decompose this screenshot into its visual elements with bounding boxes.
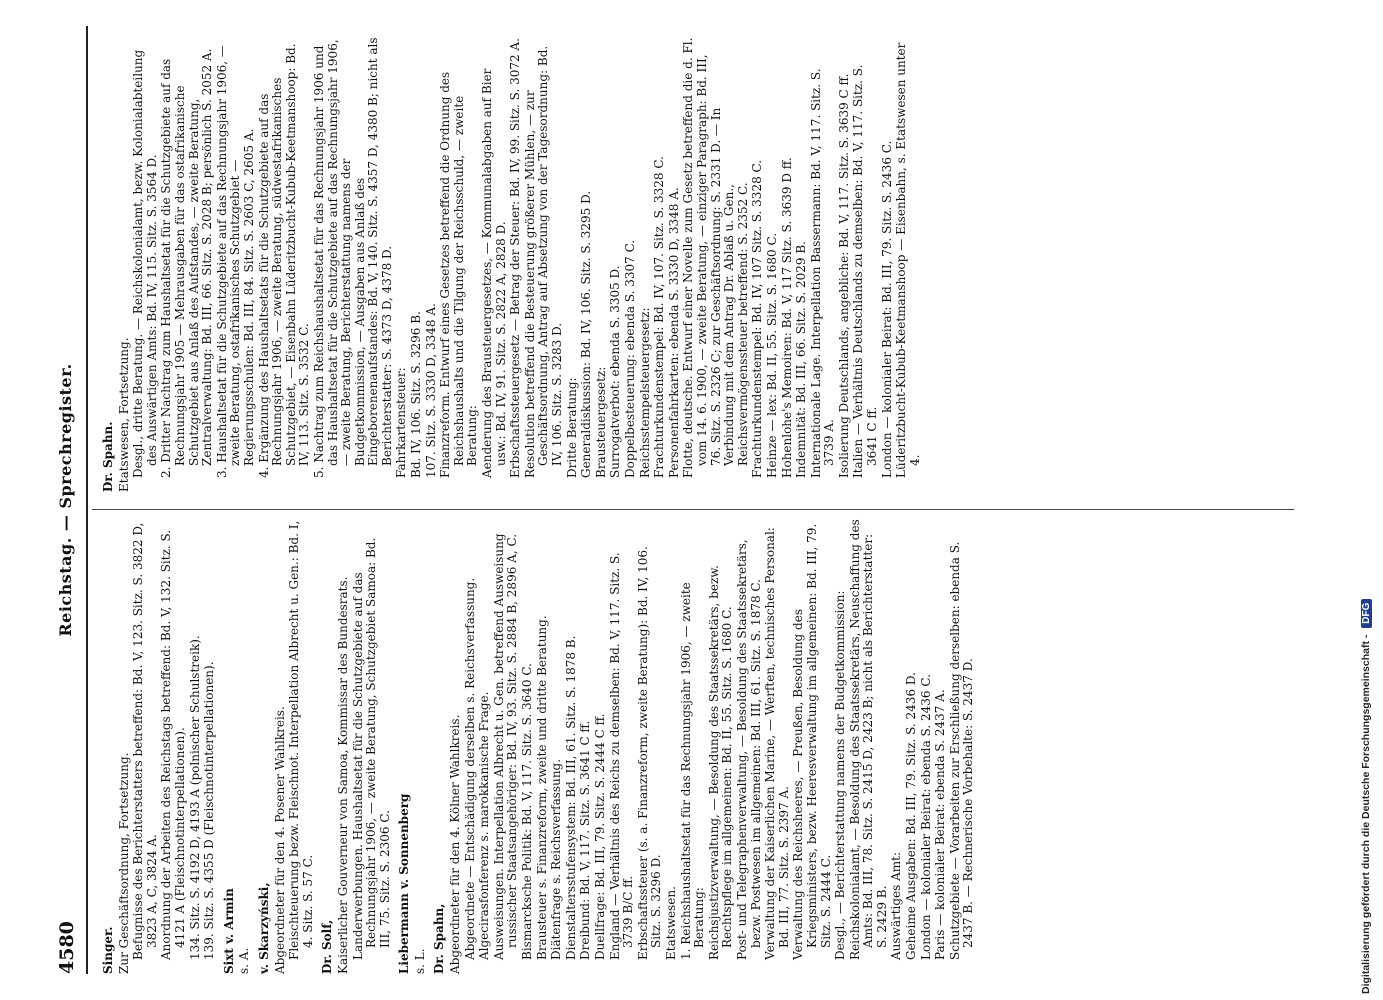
register-line: Frachturkundenstempel: Bd. IV, 107. Sitz. S. 3328 C. [652, 156, 667, 478]
register-line: Indemnität: Bd. III, 66. Sitz. S. 2029 B. [794, 241, 809, 478]
register-line: Doppelbesteuerung: ebenda S. 3307 C. [622, 239, 637, 478]
left-column [96, 519, 982, 974]
register-line: Fleischteuerung bezw. Fleischnot. Interpellation Albrecht u. Gen.: Bd. I, 4. Sitz. S. 57 C. [287, 520, 315, 960]
speaker-heading [321, 519, 335, 974]
dfg-side-note [1360, 6, 1376, 994]
register-line: Dienstaltersstufensystem: Bd. III, 61. Sitz. S. 1878 B. [563, 635, 578, 960]
register-line: Auswärtiges Amt: [889, 851, 904, 960]
register-line: Diätenfrage s. Reichsverfassung. [549, 758, 564, 960]
register-line: 5. Nachtrag zum Reichshaushaltsetat für das Rechnungsjahr 1906 und das Haushaltsetat für die Schutzgebiete auf das Rechnungsjahr 1906, — zweite Beratung, Berichterstattung namens der Budgetkommission, — Ausgaben aus Anlaß des Eingeborenenaufstandes: Bd. V, 140. Sitz. S. 4357 D, 4380 B; nicht als Berichterstatter: S. 4373 D, 4378 D. [311, 37, 394, 478]
speaker-entry [321, 519, 392, 974]
page-number: 4580 [56, 921, 78, 974]
speaker-entry [398, 519, 427, 974]
speaker-name: Dr. Solf, [320, 919, 335, 974]
register-line: Dreibund: Bd. V, 117. Sitz. S. 3641 C ff. [578, 720, 593, 960]
register-line: Abgeordneter für den 4. Kölner Wahlkreis. [448, 714, 463, 974]
speaker-entry [102, 37, 922, 492]
speaker-name: Dr. Spahn. [101, 421, 115, 492]
side-note-text: Digitalisierung gefördert durch die Deutsche Forschungsgemeinschaft - [1360, 634, 1372, 994]
register-line: Verwaltung der Kaiserlichen Marine, — Werften, technisches Personal: Bd. III, 77. Sitz. S. 2397 A. [763, 527, 791, 960]
register-line: Reichsstempelsteuergesetz: [637, 307, 652, 478]
register-line: Internationale Lage. Interpellation Bassermann: Bd. V, 117. Sitz. S. 3739 A. [808, 68, 837, 478]
register-line: 107. Sitz. S. 3330 D, 3348 A. [423, 303, 438, 478]
register-line: Zur Geschäftsordnung, Fortsetzung. [116, 752, 131, 974]
register-line: 4. Ergänzung des Haushaltsetats für die Schutzgebiete auf das Rechnungsjahr 1906, — zweite Beratung, südwestafrikanisches Schutzgebiet, — Eisenbahn Lüderitzbucht-Kubub-Keetmanshoop: Bd. IV, 113. Sitz. S. 3532 C. [256, 43, 312, 478]
speaker-entry [102, 519, 217, 974]
register-line: Abgeordnete — Entschädigung derselben s. Reichsverfassung. [462, 577, 477, 960]
register-line: Etatswesen. [663, 886, 678, 960]
register-line: Desgl., dritte Beratung. — Reichskolonialamt, bezw. Kolonialabteilung des Auswärtigen Amts: Bd. IV, 115. Sitz. S. 3564 D. [131, 49, 159, 478]
register-line: Paris — kolonialer Beirat: ebenda S. 2437 A. [933, 689, 948, 960]
register-line: s. A. [237, 947, 252, 974]
dfg-logo: DFG [1361, 599, 1372, 628]
register-line: Lüderitzbucht-Kubub-Keetmanshoop — Eisenbahn, s. Etatswesen unter 4. [894, 42, 922, 478]
speaker-heading [258, 519, 272, 974]
register-line: Desgl., — Berichterstattung namens der Budgetkommission: [833, 590, 848, 960]
column-divider [92, 509, 1294, 510]
register-line: Brausteuergesetz: [593, 366, 608, 478]
register-line: Italien — Verhältnis Deutschlands zu demselben: Bd. V, 117. Sitz. S. 3641 C ff. [851, 64, 880, 478]
register-line: 3. Haushaltsetat für die Schutzgebiete auf das Rechnungsjahr 1906, — zweite Beratung, ostafrikanisches Schutzgebiet — Regierungsschulen: Bd. III, 84. Sitz. S. 2603 C, 2605 A. [214, 45, 256, 478]
register-line: Bismarcksche Politik: Bd. V, 117. Sitz. S. 3640 C. [520, 663, 535, 960]
register-line: Reichsjustizverwaltung, — Besoldung des Staatssekretärs, bezw. Rechtspflege im allgemeinen: Bd. II, 55. Sitz. S. 1680 C. [706, 565, 735, 960]
speaker-heading [102, 37, 116, 492]
register-line: Abgeordneter für den 4. Posener Wahlkreis. [272, 706, 287, 974]
register-line: Finanzreform. Entwurf eines Gesetzes betreffend die Ordnung des Reichshaushalts und die Tilgung der Reichsschuld, — zweite Beratung: [438, 71, 480, 478]
register-line: Dritte Beratung: [564, 377, 579, 478]
register-line: Bd. IV, 106. Sitz. S. 3296 B. [409, 311, 424, 478]
register-line: Post- und Telegraphenverwaltung, — Besoldung des Staatssekretärs, bezw. Postwesen im allgemeinen: Bd. III, 61. Sitz. S. 1878 C. [734, 539, 763, 960]
register-line: Verwaltung des Reichsheeres, — Preußen, Besoldung des Kriegsministers, bezw. Heeresverwaltung im allgemeinen: Bd. III, 79. Sitz. S. 2444 C. [791, 523, 833, 960]
register-line: Befugnisse des Berichterstatters betreffend: Bd. V, 123. Sitz. S. 3822 D, 3823 A, C, 3824 A. [131, 522, 159, 960]
register-line: Ausweisungen. Interpellation Albrecht u. Gen. betreffend Ausweisung russischer Staatsangehöriger: Bd. IV, 93. Sitz. S. 2884 B, 2896 A, C. [491, 533, 520, 960]
speaker-name: Sixt v. Armin [221, 888, 236, 974]
register-line: London — kolonialer Beirat: Bd. III, 79. Sitz. S. 2436 C. [879, 140, 894, 478]
register-line: s. L. [412, 948, 427, 974]
register-line: 134. Sitz. S. 4192 D, 4193 A (polnischer Schulstreik). [187, 635, 202, 960]
right-column [96, 37, 928, 492]
register-line: London — kolonialer Beirat: ebenda S. 2436 C. [918, 674, 933, 960]
register-line: Aenderung des Brausteuergesetzes, — Kommunalabgaben auf Bier usw.: Bd. IV, 91. Sitz. S. 2822 A, 2828 D. [480, 68, 508, 478]
register-line: Anordnung der Arbeiten des Reichstags betreffend: Bd. V, 132. Sitz. S. 4121 A (Fleischnotinterpellationen). [159, 529, 187, 960]
register-line: Personenfahrkarten: ebenda S. 3330 D, 3348 A. [666, 187, 681, 478]
speaker-entry [223, 519, 252, 974]
register-line: Etatswesen, Fortsetzung. [116, 337, 131, 492]
speaker-name: v. Skarzyński, [256, 882, 271, 974]
register-line: Brausteuer s. Finanzreform, zweite und dritte Beratung. [534, 615, 549, 960]
speaker-heading [398, 519, 412, 974]
register-line: Generaldiskussion: Bd. IV, 106. Sitz. S. 3295 D. [579, 190, 594, 478]
speaker-heading [102, 519, 116, 974]
register-line: Heinze — lex: Bd. II, 55. Sitz. S. 1680 C. [764, 232, 779, 478]
register-line: Algecirasfonferenz s. marokkanische Frage. [477, 691, 492, 960]
register-line: 1. Reichshaushaltsetat für das Rechnungsjahr 1906, — zweite Beratung: [678, 582, 707, 960]
register-line: Frachturkundenstempel: Bd. IV, 107 Sitz. S. 3328 C. [750, 159, 765, 478]
page-header [52, 26, 88, 974]
speaker-entry [433, 519, 976, 974]
register-line: Hohenlohe's Memoiren: Bd. V, 117 Sitz. S. 3639 D ff. [779, 157, 794, 478]
register-line: 2. Dritter Nachtrag zum Haushaltsetat für die Schutzgebiete auf das Rechnungsjahr 1905 — Mehrausgaben für das ostafrikanische Schutzgebiet aus Anlaß des Aufstandes, — zweite Beratung, Zentralverwaltung: Bd. III, 66. Sitz. S. 2028 B; persönlich S. 2052 A. [159, 48, 215, 478]
register-line: Kaiserlicher Gouverneur von Samoa, Kommissar des Bundesrats. [335, 576, 350, 974]
speaker-name: Dr. Spahn, [432, 903, 447, 974]
running-title: Reichstag. — Sprechregister. [56, 363, 75, 637]
register-line: Resolution betreffend die Besteuerung größerer Mühlen, — zur Geschäftsordnung, Antrag auf Absetzung von der Tagesordnung: Bd. IV, 106. Sitz. S. 3283 D. [522, 45, 564, 478]
register-line: 139. Sitz. S. 4355 D (Fleischnotinterpellationen). [202, 661, 217, 960]
register-line: Surrogatverbot: ebenda S. 3305 D. [608, 265, 623, 478]
speaker-entry [258, 519, 315, 974]
register-line: Flotte, deutsche. Entwurf einer Novelle zum Gesetz betreffend die d. Fl. vom 14. 6. 1900, — zweite Beratung, — einziger Paragraph: Bd. III, 76. Sitz. S. 2326 C; zur Geschäftsordnung: S. 2331 D. — In Verbindung mit dem Antrag Dr. Ablaß u. Gen., Reichsvermögenssteuer betreffend: S. 2352 C. [681, 37, 750, 478]
register-line: England — Verhältnis des Reichs zu demselben: Bd. V, 117. Sitz. S. 3739 B/C ff. [607, 552, 636, 960]
speaker-name: Singer. [101, 926, 115, 974]
register-line: Fahrkartensteuer: [394, 367, 409, 478]
register-line: Duellfrage: Bd. III, 79. Sitz. S. 2444 C ff. [593, 713, 607, 960]
speaker-name: Liebermann v. Sonnenberg [397, 793, 412, 974]
register-line: Isolierung Deutschlands, angebliche: Bd. V, 117. Sitz. S. 3639 C ff. [836, 73, 851, 478]
register-line: Reichskolonialamt, — Besoldung des Staatssekretärs, Neuschaffung des Amts: Bd. III, 78. Sitz. S. 2415 D, 2423 B; nicht als Berichterstatter: S. 2429 B. [847, 519, 889, 960]
register-line: Geheime Ausgaben: Bd. III, 79. Sitz. S. 2436 D. [904, 672, 919, 960]
register-line: Landerwerbungen. Haushaltsetat für die Schutzgebiete auf das Rechnungsjahr 1906, — zweite Beratung, Schutzgebiet Samoa: Bd. III, 75. Sitz. S. 2306 C. [350, 537, 392, 960]
speaker-heading [433, 519, 447, 974]
register-line: Erbschaftssteuer (s. a. Finanzreform, zweite Beratung): Bd. IV, 106. Sitz. S. 3296 D. [635, 546, 664, 960]
speaker-heading [223, 519, 237, 974]
register-line: Schutzgebiete — Vorarbeiten zur Erschließung derselben: ebenda S. 2437 B. — Rechnerische Vorbehalte: S. 2437 D. [947, 541, 976, 960]
register-line: Erbschaftssteuergesetz — Betrag der Steuer: Bd. IV, 99. Sitz. S. 3072 A. [508, 38, 523, 478]
